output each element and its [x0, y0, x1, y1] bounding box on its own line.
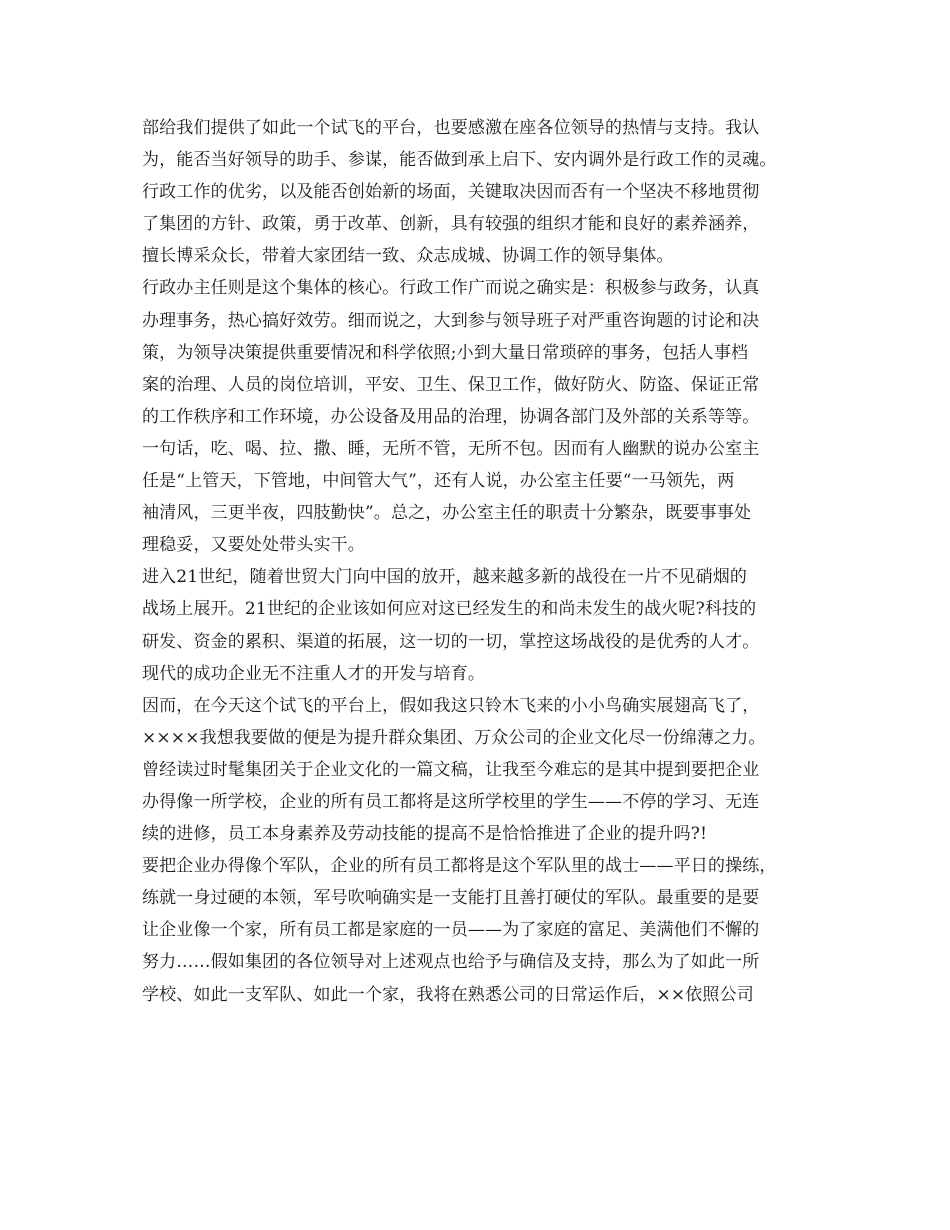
text-line: 办得像一所学校，企业的所有员工都将是这所学校里的学生——不停的学习、无连: [142, 791, 760, 812]
text-line: 为，能否当好领导的助手、参谋，能否做到承上启下、安内调外是行政工作的灵魂。: [142, 150, 777, 171]
text-line: 袖清风，三更半夜，四肢勤快”。总之，办公室主任的职责十分繁杂，既要事事处: [142, 503, 752, 524]
text-line: 让企业像一个家，所有员工都是家庭的一员——为了家庭的富足、美满他们不懈的: [142, 920, 760, 941]
text-line: 曾经读过时髦集团关于企业文化的一篇文稿，让我至今难忘的是其中提到要把企业: [142, 759, 760, 780]
text-line: 进入21世纪，随着世贸大门向中国的放开，越来越多新的战役在一片不见硝烟的: [142, 567, 748, 588]
text-line: 要把企业办得像个军队，企业的所有员工都将是这个军队里的战士——平日的操练，: [142, 856, 777, 877]
text-line: 一句话，吃、喝、拉、撒、睡，无所不管，无所不包。因而有人幽默的说办公室主: [142, 438, 760, 459]
text-line: 努力……假如集团的各位领导对上述观点也给予与确信及支持，那么为了如此一所: [142, 952, 760, 973]
text-line: 研发、资金的累积、渠道的拓展，这一切的一切，掌控这场战役的是优秀的人才。: [142, 631, 760, 652]
text-line: 练就一身过硬的本领，军号吹响确实是一支能打且善打硬仗的军队。最重要的是要: [142, 888, 760, 909]
text-line: 了集团的方针、政策，勇于改革、创新，具有较强的组织才能和良好的素养涵养，: [142, 214, 760, 235]
text-line: 理稳妥，又要处处带头实干。: [142, 535, 365, 556]
text-line: 行政工作的优劣，以及能否创始新的场面，关键取决因而否有一个坚决不移地贯彻: [142, 182, 760, 203]
text-line: 部给我们提供了如此一个试飞的平台，也要感激在座各位领导的热情与支持。我认: [142, 118, 760, 138]
text-line: 续的进修，员工本身素养及劳动技能的提高不是恰恰推进了企业的提升吗?!: [142, 824, 708, 845]
text-line: 的工作秩序和工作环境，办公设备及用品的治理，协调各部门及外部的关系等等。: [142, 406, 760, 427]
text-line: 行政办主任则是这个集体的核心。行政工作广而说之确实是：积极参与政务，认真: [142, 278, 760, 299]
text-line: 办理事务，热心搞好效劳。细而说之，大到参与领导班子对严重咨询题的讨论和决: [142, 310, 760, 331]
text-line: 任是“上管天，下管地，中间管大气”，还有人说，办公室主任要“一马领先，两: [142, 471, 735, 492]
text-line: 擅长博采众长，带着大家团结一致、众志成城、协调工作的领导集体。: [142, 246, 674, 267]
text-line: 战场上展开。21世纪的企业该如何应对这已经发生的和尚未发生的战火呢?科技的: [142, 599, 757, 620]
document-body: [142, 112, 810, 1011]
text-line: 学校、如此一支军队、如此一个家，我将在熟悉公司的日常运作后，××依照公司: [142, 984, 754, 1005]
text-line: 现代的成功企业无不注重人才的开发与培育。: [142, 663, 485, 684]
text-line: ××××我想我要做的便是为提升群众集团、万众公司的企业文化尽一份绵薄之力。: [142, 727, 766, 748]
text-line: 因而，在今天这个试飞的平台上，假如我这只铃木飞来的小小鸟确实展翅高飞了，: [142, 695, 760, 716]
text-line: 案的治理、人员的岗位培训，平安、卫生、保卫工作，做好防火、防盗、保证正常: [142, 374, 760, 395]
text-line: 策，为领导决策提供重要情况和科学依照;小到大量日常琐碎的事务，包括人事档: [142, 342, 749, 363]
